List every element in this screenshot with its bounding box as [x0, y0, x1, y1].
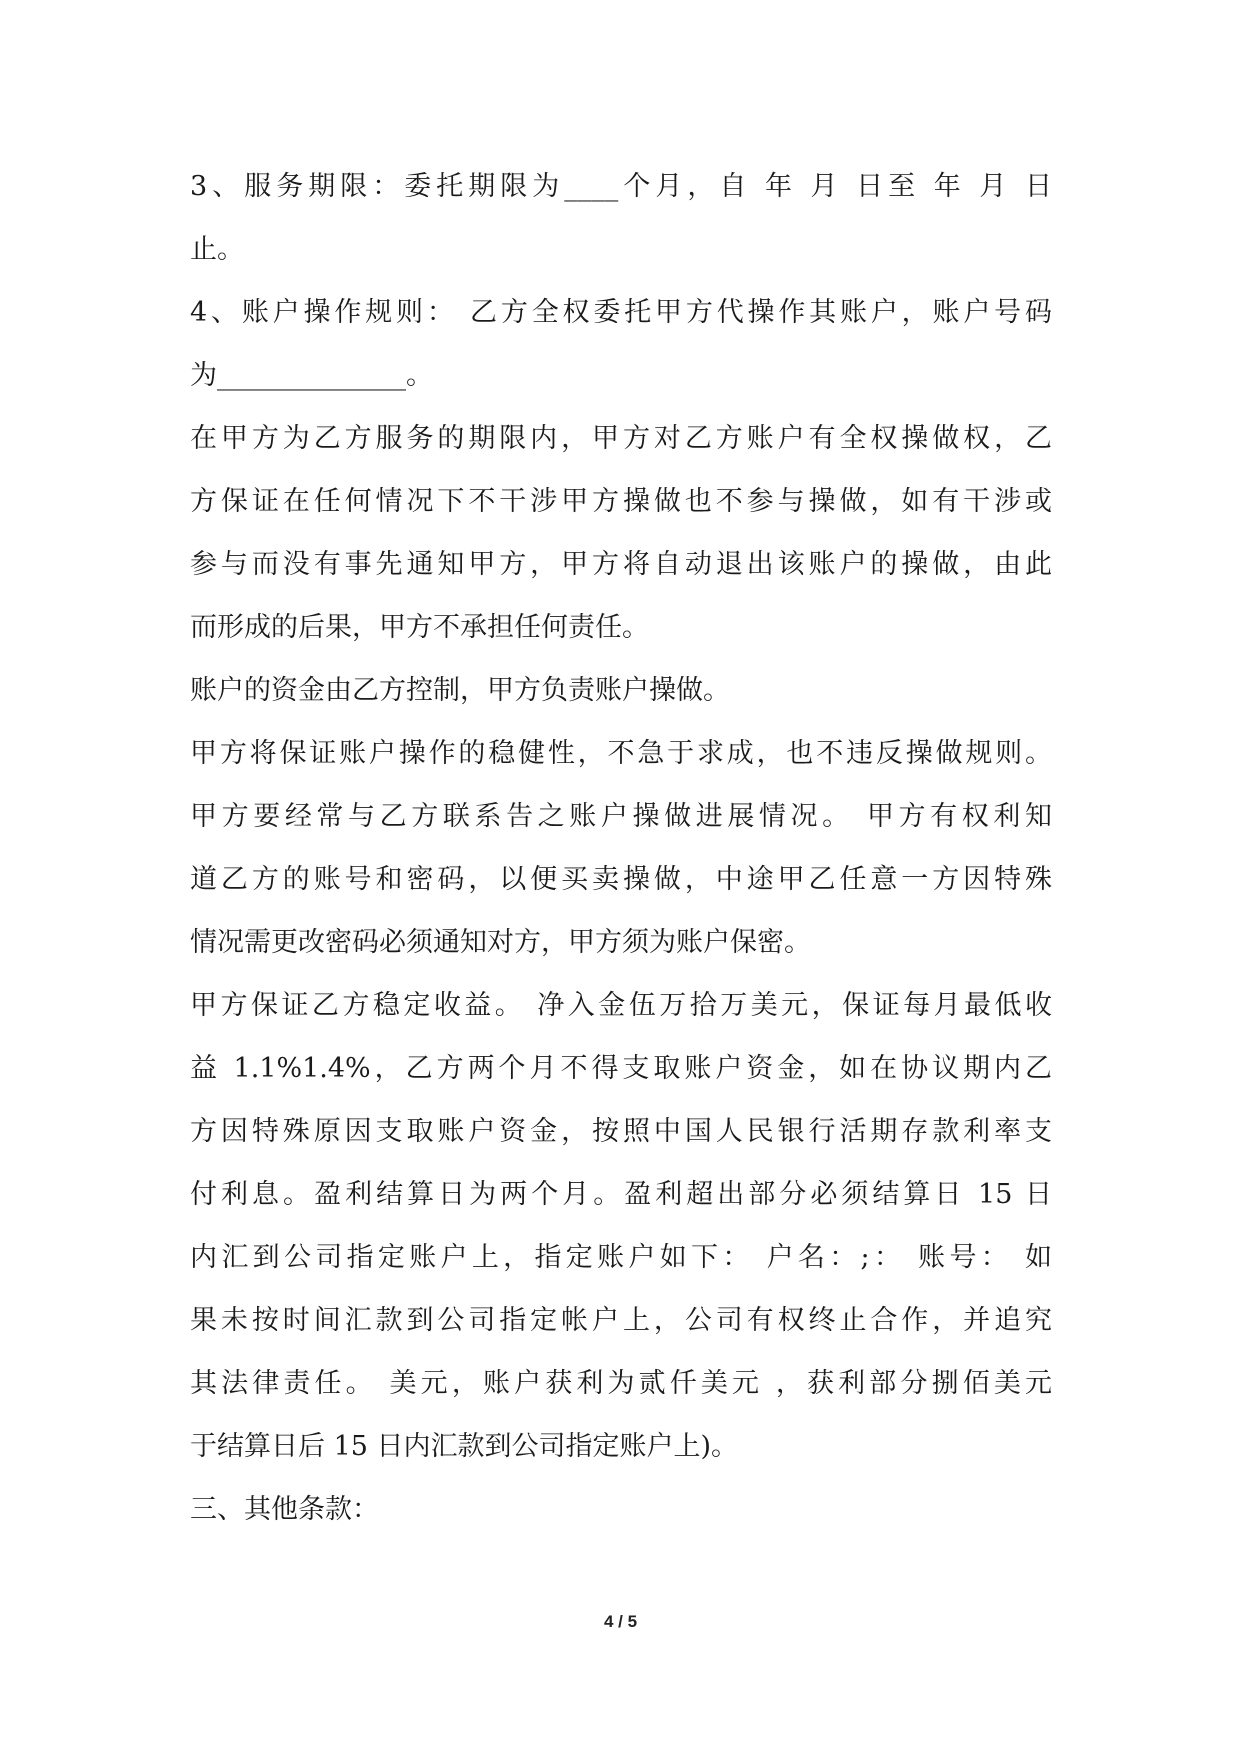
text-line: 参与而没有事先通知甲方，甲方将自动退出该账户的操做，由此 — [190, 549, 1052, 580]
text-line: 果未按时间汇款到公司指定帐户上，公司有权终止合作，并追究 — [190, 1305, 1052, 1336]
text-line: 在甲方为乙方服务的期限内，甲方对乙方账户有全权操做权，乙 — [190, 423, 1052, 454]
text-line: 三、其他条款： — [190, 1494, 379, 1525]
text-line: 方因特殊原因支取账户资金，按照中国人民银行活期存款利率支 — [190, 1116, 1052, 1147]
text-line: 内汇到公司指定账户上，指定账户如下： 户名：;： 账号： 如 — [190, 1242, 1052, 1273]
text-line: 3、服务期限：委托期限为____个月，自 年 月 日至 年 月 日 — [190, 171, 1052, 202]
page-number: 4 / 5 — [603, 1612, 638, 1631]
text-line: 付利息。盈利结算日为两个月。盈利超出部分必须结算日 15 日 — [190, 1179, 1052, 1210]
text-line: 益 1.1%1.4%，乙方两个月不得支取账户资金，如在协议期内乙 — [190, 1053, 1052, 1084]
text-line: 于结算日后 15 日内汇款到公司指定账户上)。 — [190, 1431, 739, 1462]
text-line: 甲方将保证账户操作的稳健性，不急于求成，也不违反操做规则。 — [190, 738, 1052, 769]
text-line: 而形成的后果，甲方不承担任何责任。 — [190, 612, 649, 643]
text-line: 为______________。 — [190, 360, 433, 391]
text-line: 甲方要经常与乙方联系告之账户操做进展情况。 甲方有权利知 — [190, 801, 1052, 832]
text-line: 情况需更改密码必须通知对方，甲方须为账户保密。 — [190, 927, 811, 958]
text-line: 4、账户操作规则： 乙方全权委托甲方代操作其账户，账户号码 — [190, 297, 1052, 328]
document-body — [190, 155, 1052, 1541]
text-line: 道乙方的账号和密码，以便买卖操做，中途甲乙任意一方因特殊 — [190, 864, 1052, 895]
text-line: 方保证在任何情况下不干涉甲方操做也不参与操做，如有干涉或 — [190, 486, 1052, 517]
text-line: 止。 — [190, 234, 244, 265]
text-line: 甲方保证乙方稳定收益。 净入金伍万拾万美元，保证每月最低收 — [190, 990, 1052, 1021]
text-line: 账户的资金由乙方控制，甲方负责账户操做。 — [190, 675, 730, 706]
text-line: 其法律责任。 美元，账户获利为贰仟美元 ，获利部分捌佰美元 — [190, 1368, 1052, 1399]
